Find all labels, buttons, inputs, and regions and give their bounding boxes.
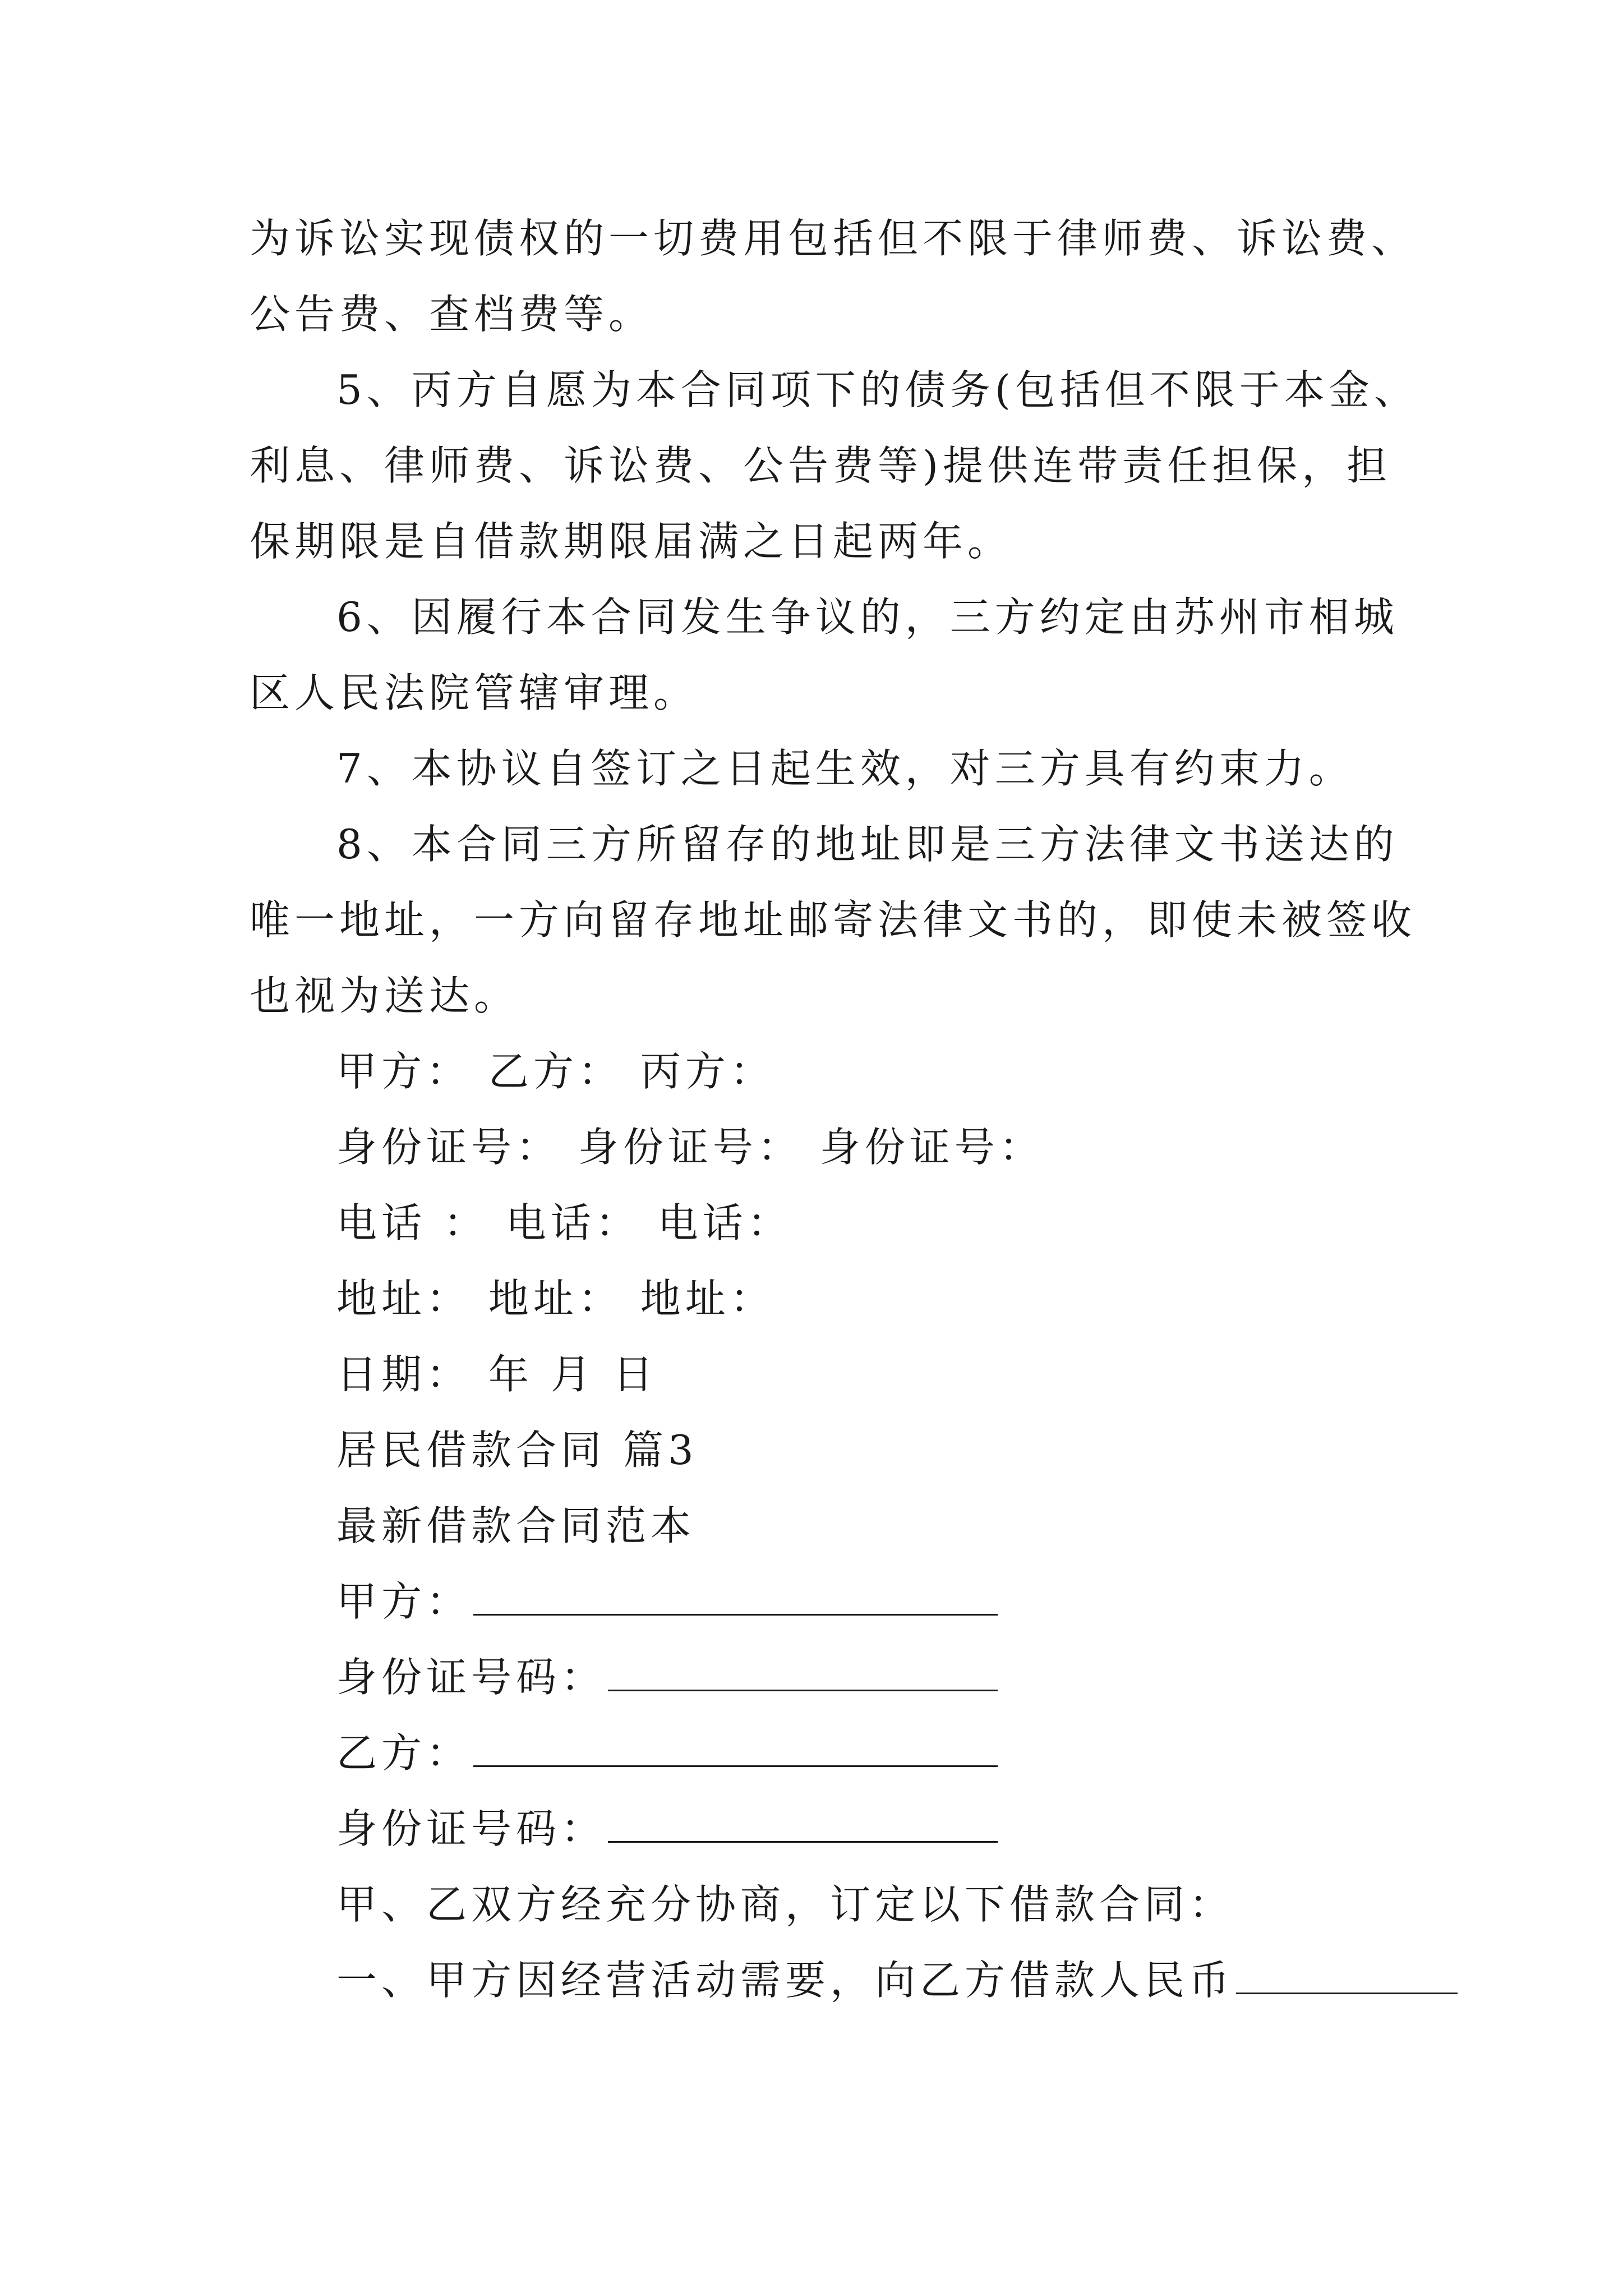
party-a-id-field (336, 1652, 998, 1703)
clause-8-line: 8、本合同三方所留存的地址即是三方法律文书送达的 (336, 821, 1399, 868)
paragraph-line: 也视为送达。 (250, 972, 519, 1019)
signature-parties-line: 甲方： 乙方： 丙方： (336, 1048, 775, 1095)
loan-amount-blank (1236, 1957, 1458, 1994)
paragraph-line: 保期限是自借款期限届满之日起两年。 (250, 518, 1013, 565)
paragraph-line: 利息、律师费、诉讼费、公告费等)提供连带责任担保，担 (250, 442, 1392, 489)
party-b-id-field (336, 1803, 998, 1854)
agreement-intro-line: 甲、乙双方经充分协商，订定以下借款合同： (336, 1881, 1234, 1928)
section-heading: 居民借款合同 篇3 (336, 1427, 698, 1474)
loan-amount-text: 一、甲方因经营活动需要，向乙方借款人民币 (336, 1957, 1234, 2004)
signature-address-line: 地址： 地址： 地址： (336, 1275, 775, 1322)
paragraph-line: 为诉讼实现债权的一切费用包括但不限于律师费、诉讼费、 (250, 215, 1417, 262)
party-a-blank (473, 1578, 998, 1616)
party-a-id-label: 身份证号码： (336, 1654, 606, 1701)
section-subheading: 最新借款合同范本 (336, 1502, 696, 1549)
party-b-label: 乙方： (336, 1729, 472, 1777)
signature-date-line: 日期： 年 月 日 (336, 1351, 658, 1398)
paragraph-line: 区人民法院管辖审理。 (250, 669, 699, 716)
signature-id-line: 身份证号： 身份证号： 身份证号： (336, 1124, 1044, 1171)
clause-5-line: 5、丙方自愿为本合同项下的债务(包括但不限于本金、 (336, 366, 1419, 413)
party-a-label: 甲方： (336, 1578, 472, 1625)
signature-phone-line: 电话 ： 电话： 电话： (336, 1199, 792, 1246)
paragraph-line: 公告费、查档费等。 (250, 291, 654, 338)
clause-7-line: 7、本协议自签订之日起生效，对三方具有约束力。 (336, 745, 1354, 792)
party-a-field (336, 1576, 998, 1627)
party-b-field (336, 1728, 998, 1778)
paragraph-line: 唯一地址，一方向留存地址邮寄法律文书的，即使未被签收 (250, 896, 1417, 944)
party-b-id-blank (608, 1805, 998, 1843)
party-a-id-blank (608, 1654, 998, 1691)
loan-amount-field (336, 1955, 1458, 2005)
clause-6-line: 6、因履行本合同发生争议的，三方约定由苏州市相城 (336, 593, 1399, 641)
party-b-blank (473, 1729, 998, 1767)
party-b-id-label: 身份证号码： (336, 1805, 606, 1852)
